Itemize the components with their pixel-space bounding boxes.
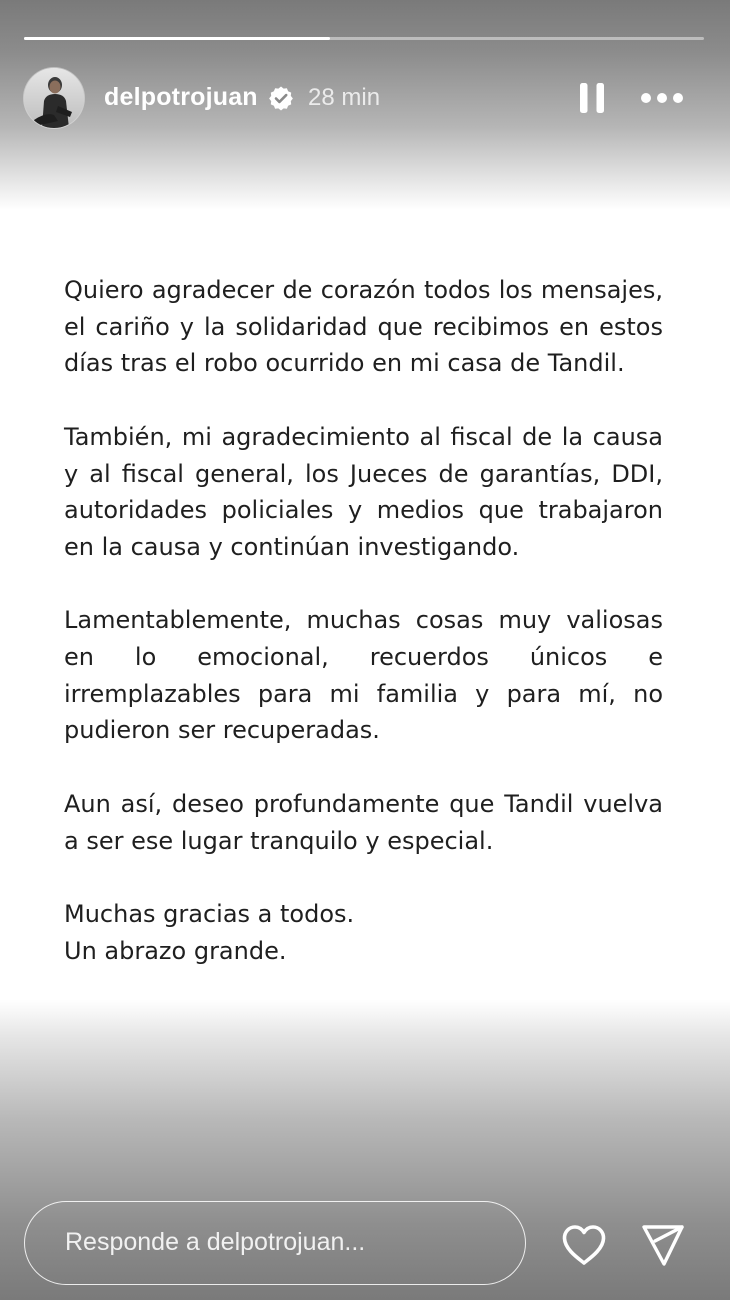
username[interactable]: delpotrojuan [104,83,258,111]
closing-line: Un abrazo grande. [64,936,287,965]
story-progress-fill [24,37,330,40]
story-header [24,68,704,130]
pause-icon[interactable] [576,80,608,116]
reply-field[interactable] [24,1201,526,1285]
more-options-icon[interactable] [638,82,686,114]
reply-input[interactable] [65,1202,505,1283]
message-paragraph: Quiero agradecer de corazón todos los mensajes, el cariño y la solidaridad que recibimos en estos días tras el robo ocurrido en mi casa de Tandil. [64,276,663,378]
heart-icon[interactable] [560,1223,608,1267]
avatar-photo [24,68,84,128]
story-message [64,272,663,969]
message-paragraph: También, mi agradecimiento al fiscal de la causa y al fiscal general, los Jueces de garantías, DDI, autoridades policiales y medios que trabajaron en la causa y continúan investigando. [64,422,663,561]
message-paragraph: Lamentablemente, muchas cosas muy valiosas en lo emocional, recuerdos únicos e irremplazables para mi familia y para mí, no pudieron ser recuperadas. [64,606,663,745]
message-closing [64,896,663,969]
send-icon[interactable] [640,1222,686,1268]
closing-line: Muchas gracias a todos. [64,899,355,928]
story-progress-bar [24,37,704,40]
avatar[interactable] [24,68,84,128]
story-timestamp: 28 min [308,84,381,111]
verified-badge-icon [268,85,294,111]
message-paragraph: Aun así, deseo profundamente que Tandil vuelva a ser ese lugar tranquilo y especial. [64,789,663,855]
